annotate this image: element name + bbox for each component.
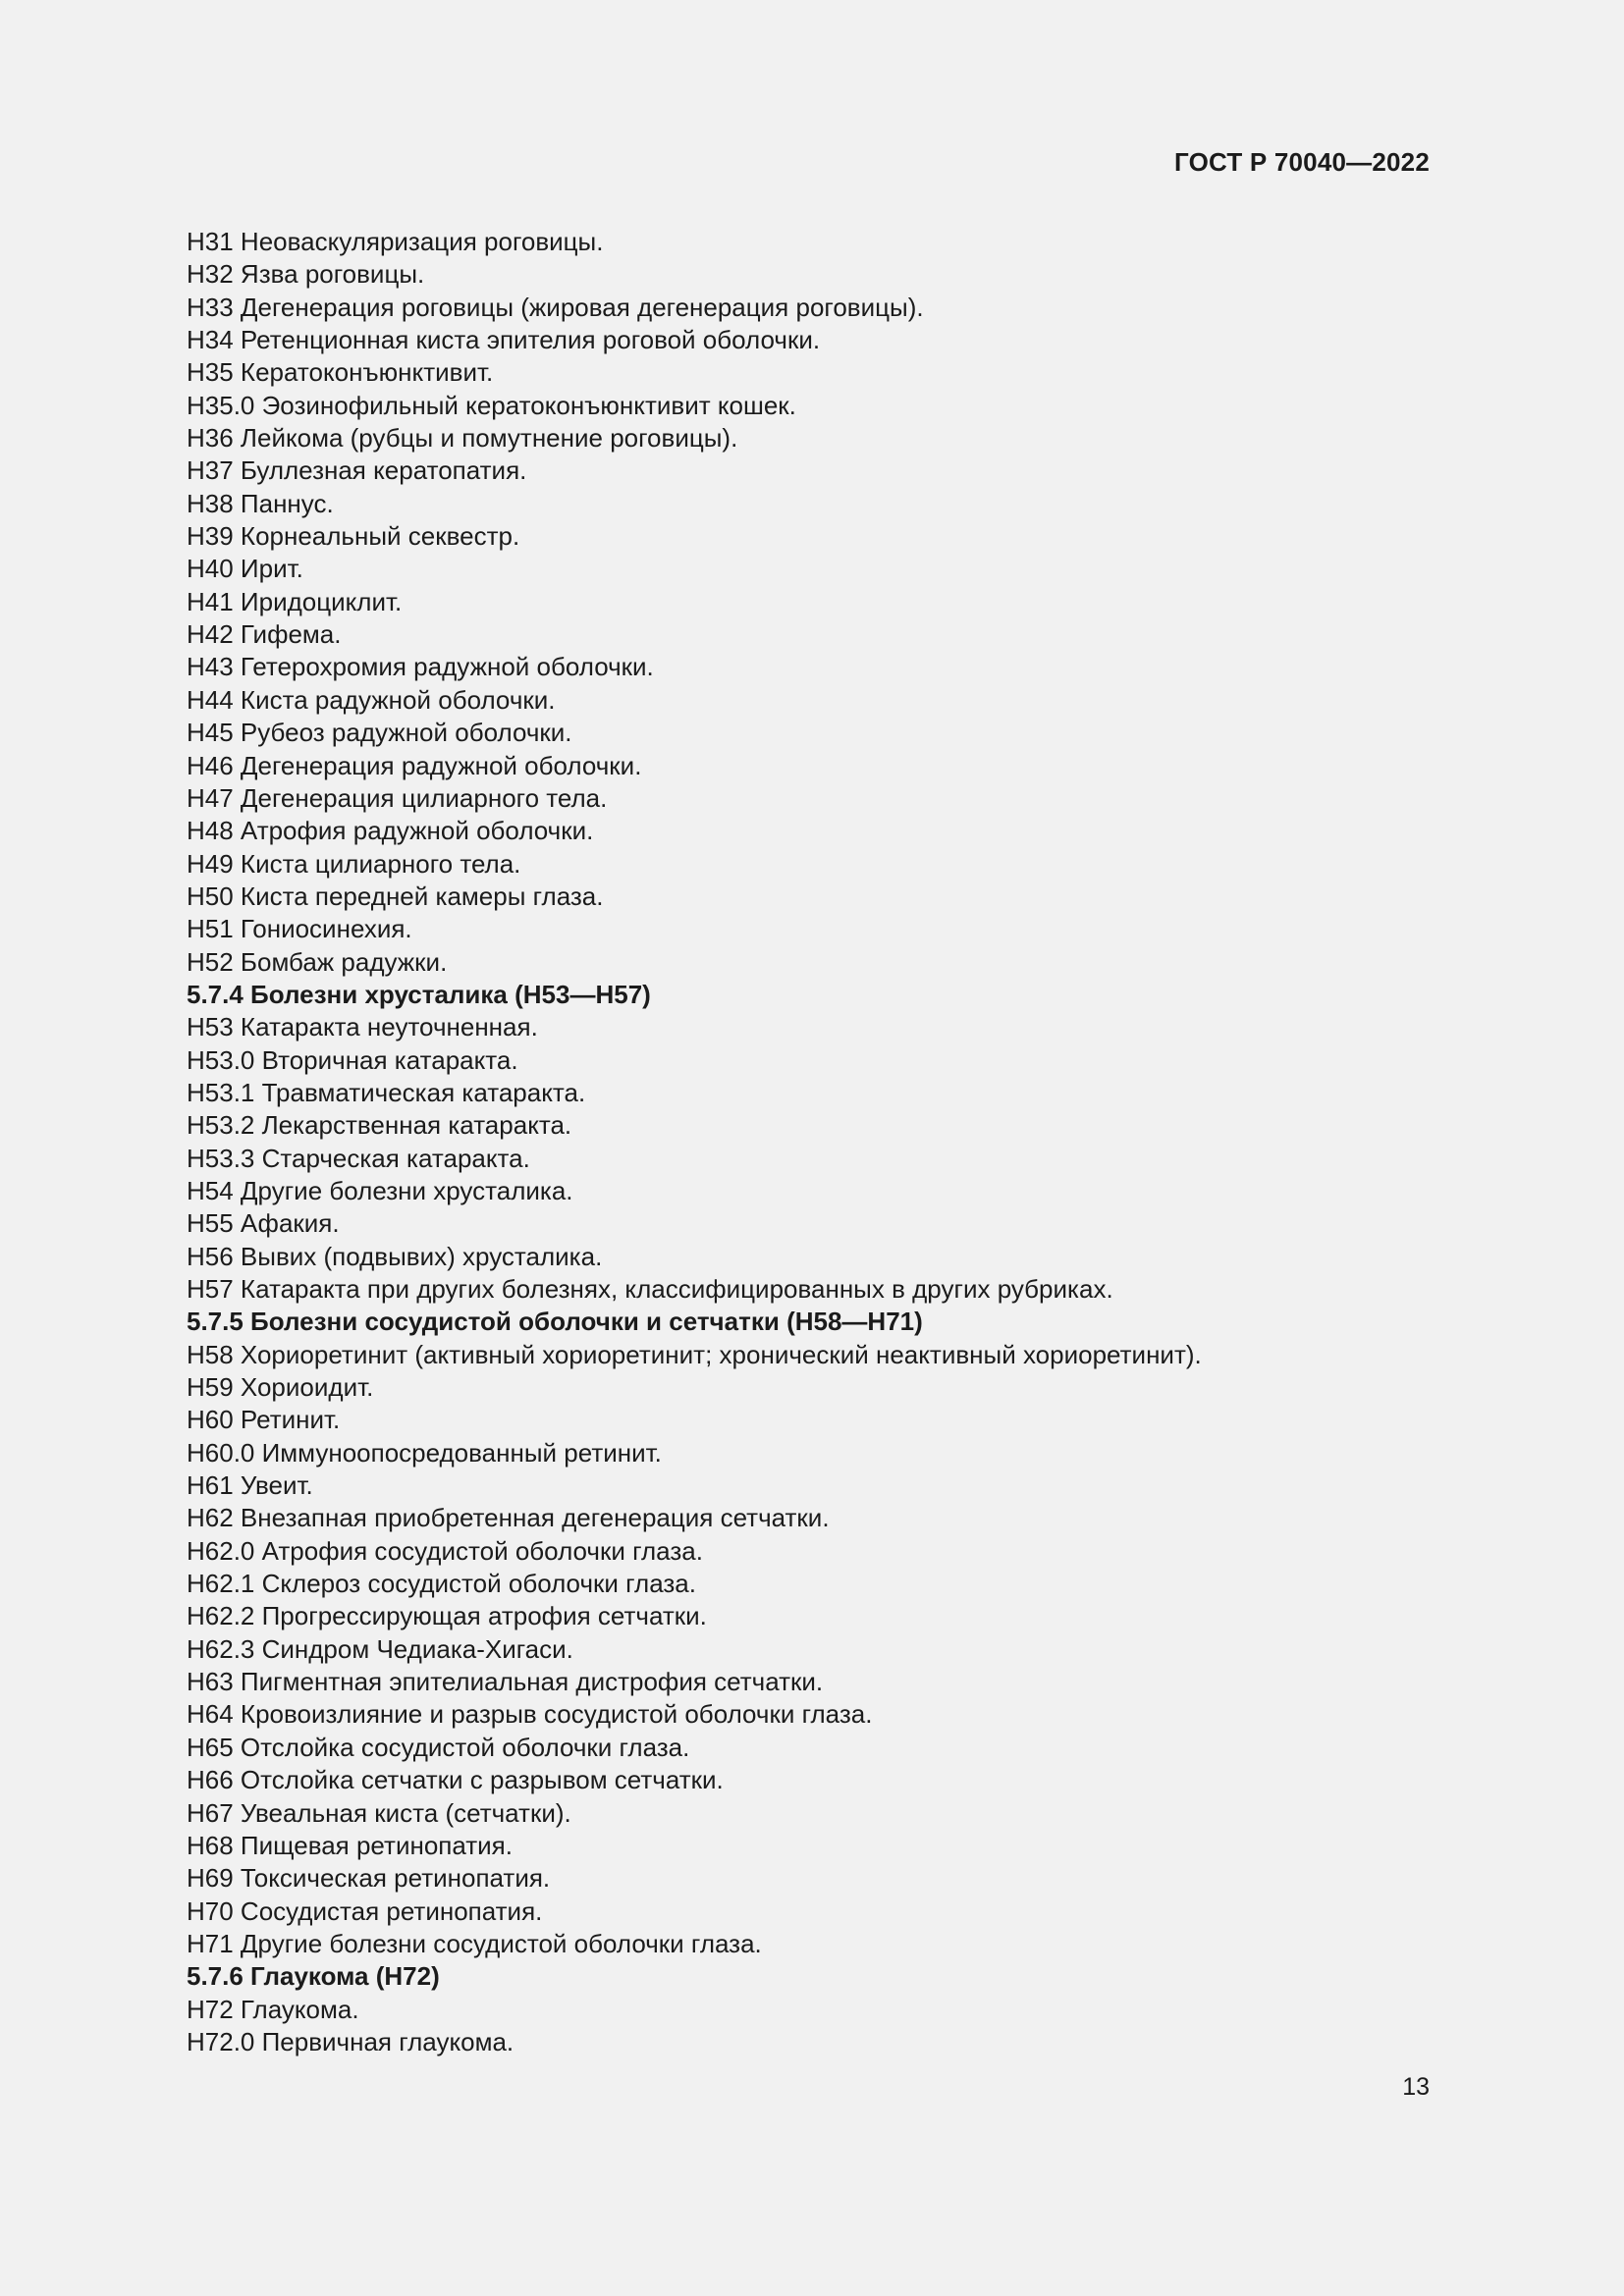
list-item: H64 Кровоизлияние и разрыв сосудистой оболочки глаза. (187, 1699, 873, 1730)
list-item: H62.2 Прогрессирующая атрофия сетчатки. (187, 1601, 707, 1631)
list-item: H63 Пигментная эпителиальная дистрофия сетчатки. (187, 1667, 824, 1697)
list-item: H66 Отслойка сетчатки с разрывом сетчатки. (187, 1765, 724, 1795)
section-heading: 5.7.6 Глаукома (H72) (187, 1961, 440, 1992)
list-item: H35 Кератоконъюнктивит. (187, 357, 494, 388)
list-item: H32 Язва роговицы. (187, 259, 425, 290)
list-item: H42 Гифема. (187, 619, 342, 650)
list-item: H62.1 Склероз сосудистой оболочки глаза. (187, 1569, 696, 1599)
list-item: H31 Неоваскуляризация роговицы. (187, 227, 604, 256)
list-item: H56 Вывих (подвывих) хрусталика. (187, 1241, 603, 1271)
code-list (187, 226, 1434, 2058)
list-item: H53.2 Лекарственная катаракта. (187, 1110, 572, 1141)
list-item: H44 Киста радужной оболочки. (187, 684, 556, 715)
list-item: H35.0 Эозинофильный кератоконъюнктивит кошек. (187, 390, 796, 420)
list-item: H43 Гетерохромия радужной оболочки. (187, 652, 654, 682)
list-item: H61 Увеит. (187, 1470, 313, 1501)
list-item: H34 Ретенционная киста эпителия роговой оболочки. (187, 325, 821, 355)
list-item: H38 Паннус. (187, 488, 334, 518)
list-item: H53.0 Вторичная катаракта. (187, 1044, 518, 1075)
list-item: H47 Дегенерация цилиарного тела. (187, 782, 608, 813)
list-item: H60 Ретинит. (187, 1405, 341, 1435)
list-item: H49 Киста цилиарного тела. (187, 848, 521, 879)
list-item: H58 Хориоретинит (активный хориоретинит; хронический неактивный хориоретинит). (187, 1339, 1202, 1369)
list-item: H68 Пищевая ретинопатия. (187, 1830, 513, 1860)
page-number: 13 (1402, 2073, 1430, 2101)
list-item: H62 Внезапная приобретенная дегенерация сетчатки. (187, 1503, 830, 1533)
list-item: H69 Токсическая ретинопатия. (187, 1863, 551, 1894)
list-item: H33 Дегенерация роговицы (жировая дегенерация роговицы). (187, 292, 924, 322)
list-item: H46 Дегенерация радужной оболочки. (187, 750, 642, 780)
list-item: H53.1 Травматическая катаракта. (187, 1077, 586, 1107)
list-item: H55 Афакия. (187, 1208, 340, 1239)
section-heading: 5.7.4 Болезни хрусталика (H53—H57) (187, 979, 651, 1009)
list-item: H53 Катаракта неуточненная. (187, 1012, 538, 1042)
list-item: H72.0 Первичная глаукома. (187, 2026, 514, 2056)
list-item: H57 Катаракта при других болезнях, классифицированных в других рубриках. (187, 1274, 1113, 1304)
list-item: H50 Киста передней камеры глаза. (187, 881, 604, 911)
list-item: H62.0 Атрофия сосудистой оболочки глаза. (187, 1535, 703, 1566)
section-heading: 5.7.5 Болезни сосудистой оболочки и сетчатки (H58—H71) (187, 1307, 923, 1337)
list-item: H59 Хориоидит. (187, 1372, 374, 1403)
list-item: H45 Рубеоз радужной оболочки. (187, 718, 572, 748)
list-item: H60.0 Иммуноопосредованный ретинит. (187, 1437, 662, 1468)
list-item: H40 Ирит. (187, 554, 303, 584)
list-item: H48 Атрофия радужной оболочки. (187, 816, 594, 846)
list-item: H72 Глаукома. (187, 1994, 359, 2024)
list-item: H70 Сосудистая ретинопатия. (187, 1896, 543, 1926)
list-item: H67 Увеальная киста (сетчатки). (187, 1797, 571, 1828)
list-item: H51 Гониосинехия. (187, 914, 412, 944)
list-item: H41 Иридоциклит. (187, 586, 403, 616)
list-item: H52 Бомбаж радужки. (187, 946, 448, 977)
list-item: H36 Лейкома (рубцы и помутнение роговицы). (187, 423, 738, 454)
list-item: H39 Корнеальный секвестр. (187, 521, 520, 552)
list-item: H65 Отслойка сосудистой оболочки глаза. (187, 1732, 690, 1762)
list-item: H37 Буллезная кератопатия. (187, 455, 527, 486)
document-code-header: ГОСТ Р 70040—2022 (1174, 147, 1430, 177)
list-item: H54 Другие болезни хрусталика. (187, 1175, 573, 1205)
list-item: H53.3 Старческая катаракта. (187, 1143, 530, 1173)
list-item: H62.3 Синдром Чедиака-Хигаси. (187, 1633, 573, 1664)
list-item: H71 Другие болезни сосудистой оболочки глаза. (187, 1928, 762, 1958)
